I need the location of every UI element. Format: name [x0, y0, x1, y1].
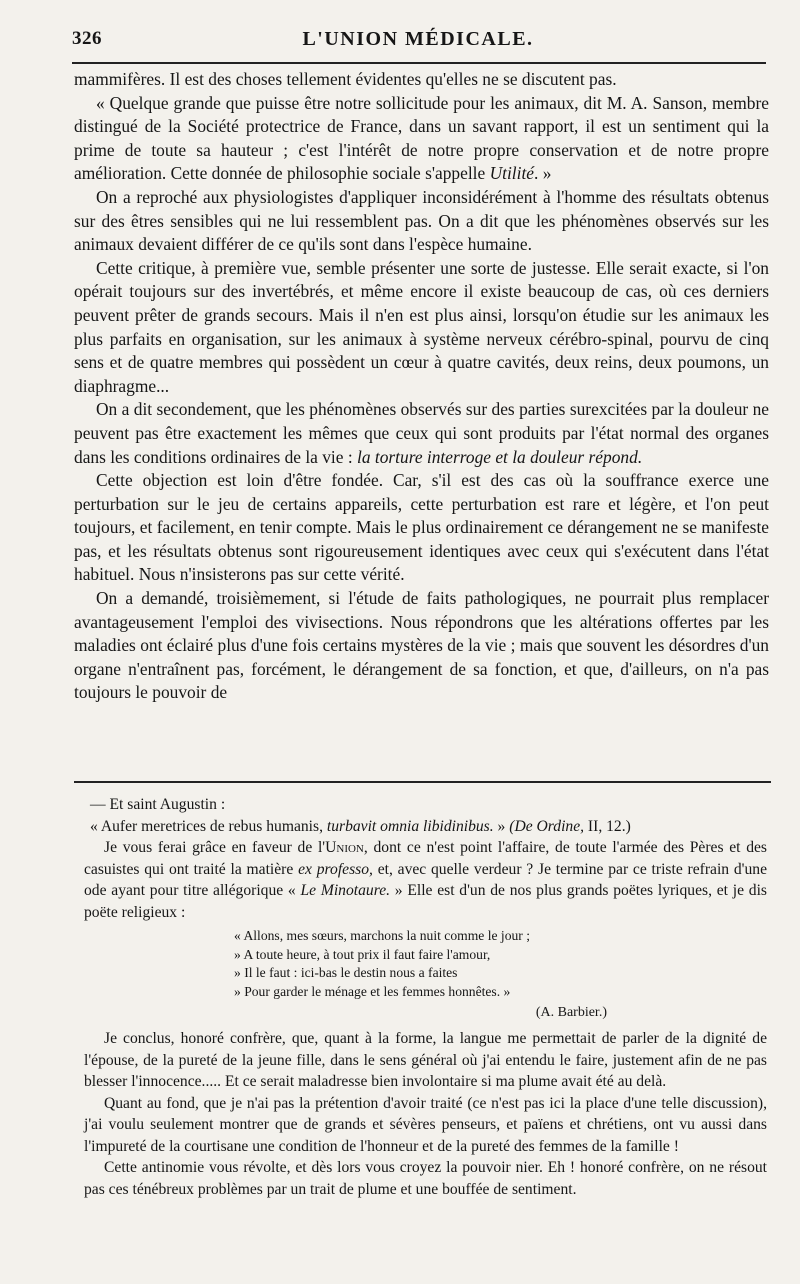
poem-line: » Il le faut : ici-bas le destin nous a faites: [234, 965, 458, 980]
emphasis-torture: la torture interroge et la douleur répond.: [357, 446, 643, 467]
feuilleton-line-augustin: — Et saint Augustin :: [90, 796, 226, 813]
header-rule: [72, 62, 766, 64]
paragraph-4: Cette critique, à première vue, semble présenter une sorte de justesse. Elle serait exacte, si l'on opérait toujours sur des invertébrés, et même encore il existe beaucoup de cas, où ces derniers peuvent prêter de grands secours. Mais il n'en est plus ainsi, lorsqu'on étudie sur les animaux les plus parfaits en organisation, sur les animaux à système nerveux cérébro-spinal, pourvu de cinq sens et de quatre membres qui possèdent un cœur à quatre cavités, deux reins, deux poumons, un diaphragme...: [74, 257, 769, 396]
paragraph-1: mammifères. Il est des choses tellement évidentes qu'elles ne se discutent pas.: [74, 69, 617, 89]
paragraph-6: Cette objection est loin d'être fondée. Car, s'il est des cas où la souffrance exerce une perturbation sur le jeu de certains appareils, cette perturbation est rare et légère, et l'on peut toujours, et facilement, en tenir compte. Mais le plus ordinairement ce dérangement ne se manifeste pas, et les résultats obtenus sont rigoureusement identiques avec ceux qui s'exécutent dans l'état habituel. Nous n'insisterons pas sur cette vérité.: [74, 470, 769, 585]
feuilleton-paragraph-fond: Quant au fond, que je n'ai pas la prétention d'avoir traité (ce n'est pas ici la place d'une telle discussion), j'ai voulu seulement montrer que de grands et sévères penseurs, et païens et chrétiens, ont vu aussi dans l'impureté de la courtisane une condition de l'honneur et de la pureté des femmes de la famille !: [84, 1094, 767, 1155]
paragraph-7: On a demandé, troisièmement, si l'étude de faits pathologiques, ne pourrait plus remplacer avantageusement l'emploi des vivisections. Nous répondrons que les altérations offertes par les maladies ont éclairé plus d'une fois certains mystères de la vie ; mais que souvent les désordres d'un organe n'entraînent pas, forcément, le dérangement de sa fonction, et que, d'ailleurs, on n'a pas toujours le pouvoir de: [74, 588, 769, 703]
feuilleton-paragraph-conclus: Je conclus, honoré confrère, que, quant à la forme, la langue me permettait de parler de la dignité de l'épouse, de la pureté de la jeune fille, dans le sens général où j'ai entendu le faire, justement afin de ne pas blesser l'innocence..... Et ce serait maladresse bien involontaire si ma plume avait été au delà.: [84, 1030, 767, 1090]
running-head: L'UNION MÉDICALE.: [302, 28, 534, 50]
feuilleton-paragraph-antinomie: Cette antinomie vous révolte, et dès lors vous croyez la pouvoir nier. Eh ! honoré confrère, on ne résout pas ces ténébreux problèmes par un trait de plume et une bouffée de sentiment.: [84, 1159, 767, 1198]
poem-line: » Pour garder le ménage et les femmes honnêtes. »: [234, 983, 511, 999]
feuilleton-latin-quote: « Aufer meretrices de rebus humanis, turbavit omnia libidinibus. » (De Ordine, II, 12.): [90, 817, 631, 835]
feuilleton-section: [84, 794, 767, 1200]
paragraph-5: On a dit secondement, que les phénomènes observés sur des parties surexcitées par la douleur ne peuvent pas être exactement les mêmes que ceux qui sont produits par l'état normal des organes dans les conditions ordinaires de la vie : la torture interroge et la douleur répond.: [74, 399, 769, 467]
paragraph-3: On a reproché aux physiologistes d'appliquer inconsidérément à l'homme des résultats obtenus sur des êtres sensibles qui ne lui ressemblent pas. On a dit que les phénomènes observés sur les animaux devaient différer de ce qu'ils sont dans l'espèce humaine.: [74, 186, 769, 255]
poem-line: « Allons, mes sœurs, marchons la nuit comme le jour ;: [234, 928, 531, 943]
feuilleton-paragraph-union: Je vous ferai grâce en faveur de l'Union, dont ce n'est point l'affaire, de toute l'armée des Pères et des casuistes qui ont traité la matière ex professo, et, avec quelle verdeur ? Je termine par ce triste refrain d'une ode ayant pour titre allégorique « Le Minotaure. » Elle est d'un de nos plus grands poëtes lyriques, et je dis poëte religieux :: [84, 839, 767, 921]
paragraph-sanson-quote: « Quelque grande que puisse être notre sollicitude pour les animaux, dit M. A. Sanson, membre distingué de la Société protectrice de France, dans un savant rapport, il est un sentiment qui la prime de toute sa hauteur ; c'est l'intérêt de notre propre conservation et de notre propre amélioration. Cette donnée de philosophie sociale s'appelle Utilité. »: [74, 92, 769, 184]
poem-attribution: (A. Barbier.): [535, 1005, 607, 1020]
poem-verse: [234, 927, 767, 1001]
page-number: 326: [72, 28, 102, 49]
poem-line: » A toute heure, à tout prix il faut faire l'amour,: [234, 946, 491, 962]
main-article: [74, 68, 769, 705]
emphasis-utilite: Utilité: [489, 163, 534, 184]
feuilleton-rule: [74, 781, 771, 783]
page-header: [72, 28, 764, 54]
